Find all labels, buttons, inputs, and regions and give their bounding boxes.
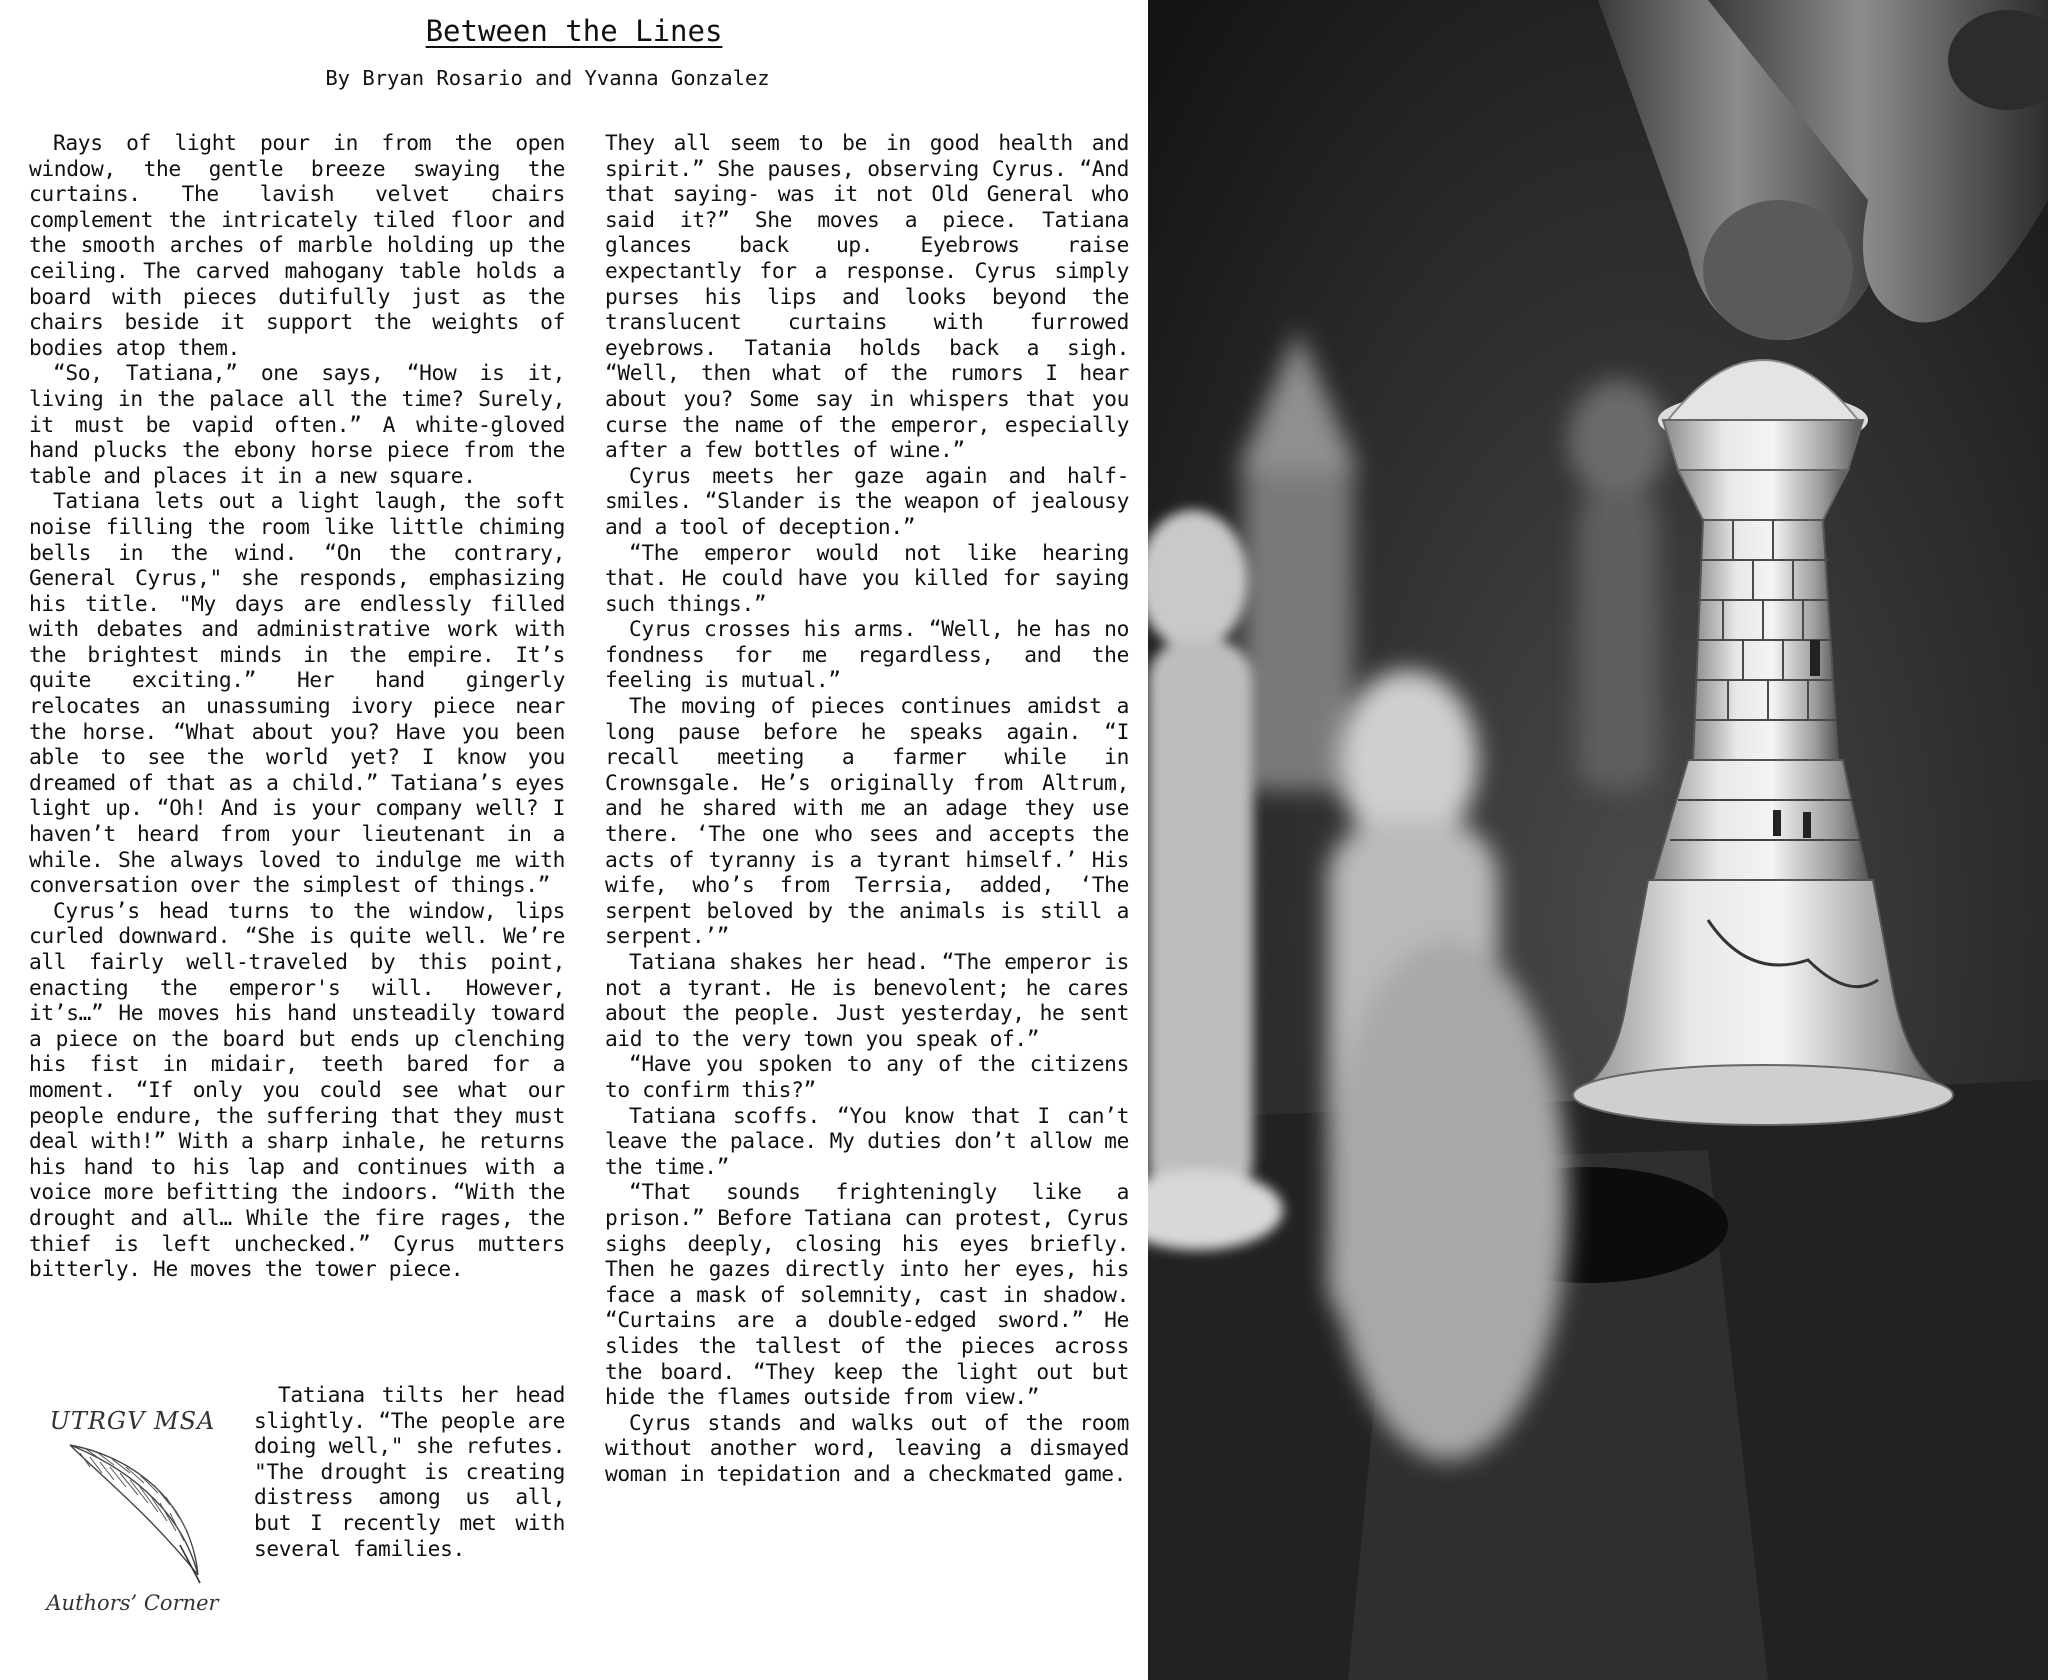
paragraph: Cyrus stands and walks out of the room without another word, leaving a dismayed woman in tepidation and a checkmated game.	[605, 1409, 1129, 1486]
paragraph: “That sounds frighteningly like a prison.” Before Tatiana can protest, Cyrus sighs deeply, closing his eyes briefly. Then he gazes directly into her eyes, his face a mask of solemnity, cast in shadow. “Curtains are a double-edged sword.” He slides the tallest of the pieces across the board. “They keep the light out but hide the flames outside from view.”	[605, 1179, 1129, 1410]
paragraph: Cyrus crosses his arms. “Well, he has no fondness for me regardless, and the feeling is mutual.”	[605, 616, 1129, 693]
logo-bottom-text: Authors’ Corner	[46, 1591, 219, 1615]
paragraph: “So, Tatiana,” one says, “How is it, living in the palace all the time? Surely, it must be vapid often.” A white-gloved hand plucks the ebony horse piece from the table and places it in a new square.	[29, 360, 565, 488]
paragraph: Cyrus’s head turns to the window, lips curled downward. “She is quite well. We’re all fairly well-traveled by this point, enacting the emperor's will. However, it’s…” He moves his hand unsteadily toward a piece on the board but ends up clenching his fist in midair, teeth bared for a moment. “If only you could see what our people endure, the suffering that they must deal with!” With a sharp inhale, he returns his hand to his lap and continues with a voice more befitting the indoors. “With the drought and all… While the fire rages, the thief is left unchecked.” Cyrus mutters bitterly. He moves the tower piece.	[29, 897, 565, 1282]
paragraph: Tatiana tilts her head slightly. “The people are doing well," she refutes. "The drought is creating distress among us all, but I recently met with several families.	[254, 1382, 565, 1561]
paragraph: Rays of light pour in from the open window, the gentle breeze swaying the curtains. The lavish velvet chairs complement the intricately tiled floor and the smooth arches of marble holding up the ceiling. The carved mahogany table holds a board with pieces dutifully just as the chairs beside it support the weights of bodies atop them.	[29, 130, 565, 360]
paragraph: Tatiana scoffs. “You know that I can’t leave the palace. My duties don’t allow me the time.”	[605, 1102, 1129, 1179]
paragraph: “The emperor would not like hearing that. He could have you killed for saying such things.”	[605, 539, 1129, 616]
feather-quill-icon	[30, 1435, 235, 1585]
paragraph: The moving of pieces continues amidst a long pause before he speaks again. “I recall meeting a farmer while in Crownsgale. He’s originally from Altrum, and he shared with me an adage they use there. ‘The one who sees and accepts the acts of tyranny is a tyrant himself.’ His wife, who’s from Terrsia, added, ‘The serpent beloved by the animals is still a serpent.’”	[605, 693, 1129, 949]
paragraph: Cyrus meets her gaze again and half-smiles. “Slander is the weapon of jealousy and a tool of deception.”	[605, 462, 1129, 539]
paragraph: Tatiana shakes her head. “The emperor is not a tyrant. He is benevolent; he cares about the people. Just yesterday, he sent aid to the very town you speak of.”	[605, 949, 1129, 1051]
chess-rook-photo-icon	[1148, 0, 2048, 1680]
right-column	[605, 130, 1129, 1486]
left-column-tail	[254, 1382, 565, 1561]
logo-top-text: UTRGV MSA	[49, 1407, 216, 1435]
authors-corner-logo	[30, 1405, 235, 1635]
chess-rook-photo	[1148, 0, 2048, 1680]
paragraph: “Have you spoken to any of the citizens to confirm this?”	[605, 1051, 1129, 1102]
paragraph: They all seem to be in good health and spirit.” She pauses, observing Cyrus. “And that saying- was it not Old General who said it?” She moves a piece. Tatiana glances back up. Eyebrows raise expectantly for a response. Cyrus simply purses his lips and looks beyond the translucent curtains with furrowed eyebrows. Tatania holds back a sigh. “Well, then what of the rumors I hear about you? Some say in whispers that you curse the name of the emperor, especially after a few bottles of wine.”	[605, 130, 1129, 463]
article-title: Between the Lines	[425, 14, 723, 48]
left-column	[29, 130, 565, 1282]
article-byline: By Bryan Rosario and Yvanna Gonzalez	[325, 66, 770, 90]
paragraph: Tatiana lets out a light laugh, the soft noise filling the room like little chiming bells in the wind. “On the contrary, General Cyrus," she responds, emphasizing his title. "My days are endlessly filled with debates and administrative work with the brightest minds in the empire. It’s quite exciting.” Her hand gingerly relocates an unassuming ivory piece near the horse. “What about you? Have you been able to see the world yet? I know you dreamed of that as a child.” Tatiana’s eyes light up. “Oh! And is your company well? I haven’t heard from your lieutenant in a while. She always loved to indulge me with conversation over the simplest of things.”	[29, 488, 565, 898]
